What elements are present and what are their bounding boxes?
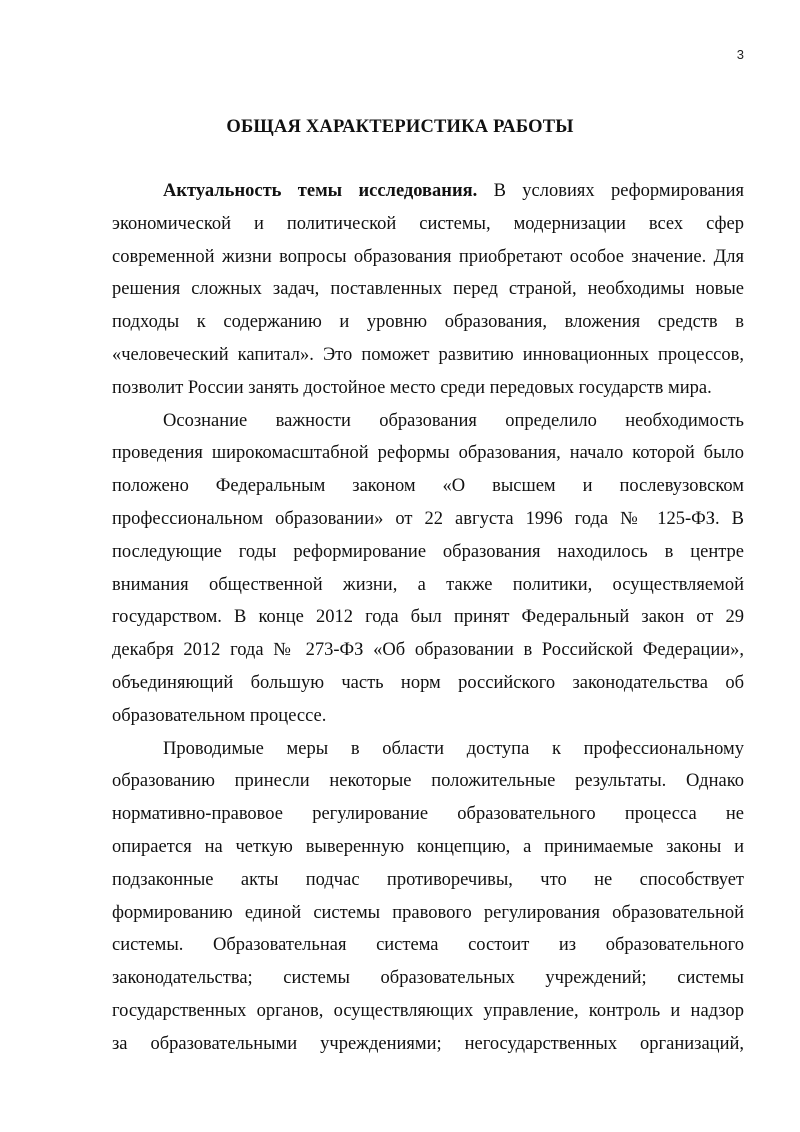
paragraph-line: профессиональном образовании» от 22 августа 1996 года № 125-ФЗ. В [112,508,744,529]
paragraph-line: позволит России занять достойное место среди передовых государств мира. [112,377,712,398]
paragraph-line: решения сложных задач, поставленных перед страной, необходимы новые [112,279,744,300]
run-in-heading: Актуальность темы исследования. [163,181,478,201]
paragraph-line: нормативно-правовое регулирование образовательного процесса не [112,804,744,825]
paragraph-line: объединяющий большую часть норм российского законодательства об [112,672,744,693]
paragraph-line: «человеческий капитал». Это поможет развитию инновационных процессов, [112,344,744,365]
paragraph-line: проведения широкомасштабной реформы образования, начало которой было [112,443,744,464]
paragraph-line: современной жизни вопросы образования приобретают особое значение. Для [112,246,744,267]
paragraph-line: законодательства; системы образовательных учреждений; системы [112,968,744,989]
paragraph-line: подходы к содержанию и уровню образования, вложения средств в [112,312,744,333]
paragraph-line: экономической и политической системы, модернизации всех сфер [112,213,744,234]
paragraph-line: за образовательными учреждениями; негосударственных организаций, [112,1033,744,1054]
paragraph-line: образованию принесли некоторые положительные результаты. Однако [112,771,744,792]
page-number: 3 [736,47,744,62]
paragraph-line: образовательном процессе. [112,705,327,726]
paragraph-line: формированию единой системы правового регулирования образовательной [112,902,744,923]
paragraph-line: опирается на четкую выверенную концепцию, а принимаемые законы и [112,836,744,857]
paragraph-line: системы. Образовательная система состоит из образовательного [112,935,744,956]
paragraph-line: Осознание важности образования определило необходимость [163,410,744,431]
paragraph-measures [112,733,744,1061]
line-text: В условиях реформирования [493,181,745,201]
paragraph-relevance [112,175,744,405]
page-title: ОБЩАЯ ХАРАКТЕРИСТИКА РАБОТЫ [226,117,574,137]
paragraph-reform [112,405,744,733]
body-text [112,175,744,1061]
paragraph-line: Проводимые меры в области доступа к профессиональному [163,738,744,759]
paragraph-line: декабря 2012 года № 273-ФЗ «Об образовании в Российской Федерации», [112,640,744,661]
paragraph-line: государством. В конце 2012 года был принят Федеральный закон от 29 [112,607,744,628]
paragraph-line: последующие годы реформирование образования находилось в центре [112,541,744,562]
paragraph-line: государственных органов, осуществляющих управление, контроль и надзор [112,1000,744,1021]
paragraph-line: внимания общественной жизни, а также политики, осуществляемой [112,574,744,595]
paragraph-line [112,175,744,208]
paragraph-line: подзаконные акты подчас противоречивы, что не способствует [112,869,744,890]
paragraph-line: положено Федеральным законом «О высшем и послевузовском [112,476,744,497]
